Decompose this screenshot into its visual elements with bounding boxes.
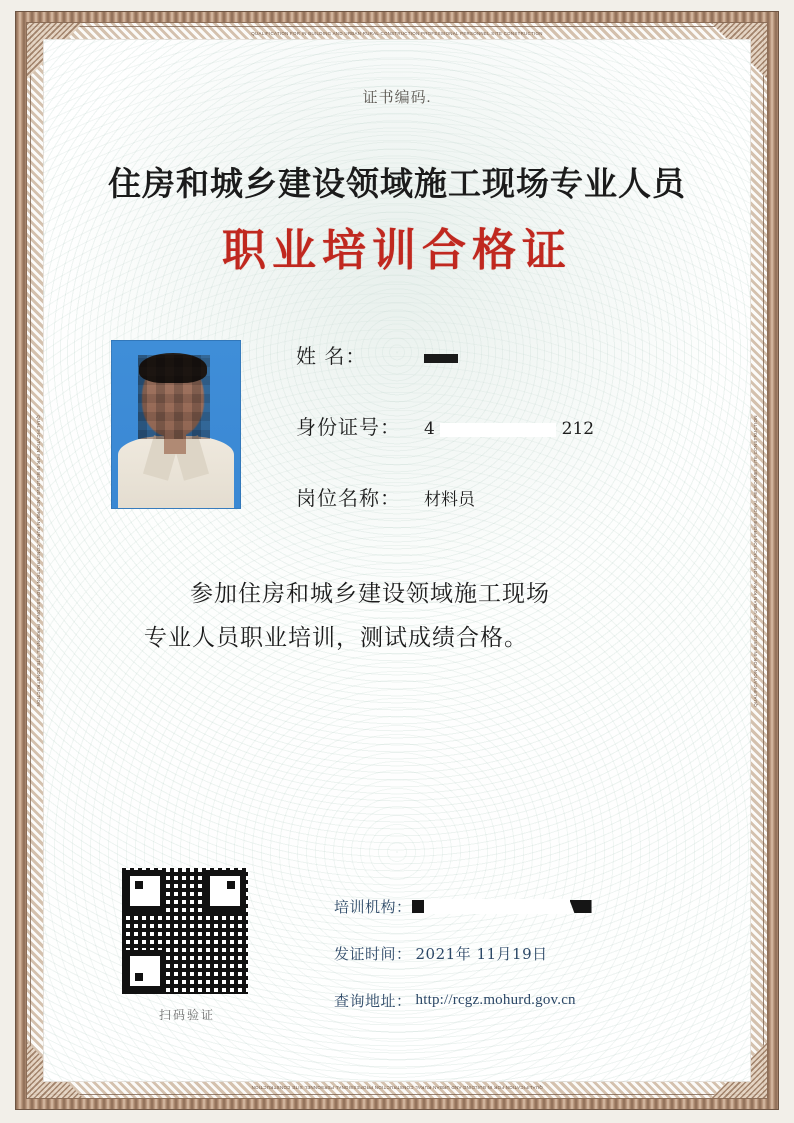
field-row-id-number [296,411,626,440]
id-number-suffix: 212 [561,419,595,439]
microtext-bottom: QUALIFICATION FOR IN BUILDING AND URBAN RURAL CONSTRUCTION PROFESSIONAL PERSONNEL SITE CONSTRUCTION [251,1085,543,1090]
body-text-line1: 参加住房和城乡建设领域施工现场 [190,581,550,607]
footer-label-query-url: 查询地址： [334,992,412,1010]
footer-row-organization [334,896,714,917]
microtext-left-text: QUALIFICATION FOR IN BUILDING AND URBAN RURAL CONSTRUCTION PROFESSIONAL PERSONNEL SITE CONSTRUCTION [36,414,41,707]
qr-code-image[interactable] [122,868,248,994]
field-row-name [296,340,626,369]
photo-face-redaction [138,355,210,439]
microtext-top: QUALIFICATION FOR IN BUILDING AND URBAN RURAL CONSTRUCTION PROFESSIONAL PERSONNEL SITE CONSTRUCTION [251,31,543,36]
field-value-position: 材料员 [424,490,475,510]
name-redaction-bar [424,354,458,363]
certificate-footer [334,896,714,1037]
footer-label-issue-date: 发证时间： [334,945,412,963]
organization-redaction-bar-left [412,900,424,913]
qr-finder-bottom-left [124,950,166,992]
field-value-name [424,348,458,368]
qr-code-caption: 扫码验证 [158,1008,215,1022]
footer-row-query-url [334,990,714,1011]
field-value-id-number [424,419,594,439]
field-label-position: 岗位名称： [296,486,401,510]
certificate-fields [296,340,626,553]
qr-finder-core-top-right [227,881,235,889]
field-label-name: 姓 名： [296,344,367,368]
field-row-position [296,482,626,511]
certificate-title-primary: 住房和城乡建设领域施工现场专业人员 [108,164,686,203]
certificate-body-text [144,572,660,660]
id-number-redaction-bar [440,423,556,437]
qr-finder-core-top-left [135,881,143,889]
applicant-photo [111,340,241,509]
footer-value-query-url[interactable]: http://rcgz.mohurd.gov.cn [415,992,576,1008]
microtext-right [750,27,762,1094]
qr-code-block[interactable] [122,868,252,1023]
body-text-line2: 专业人员职业培训，测试成绩合格。 [144,625,528,651]
footer-label-organization: 培训机构： [334,898,412,916]
footer-row-issue-date [334,943,714,964]
certificate-number-label: 证书编码. [362,90,432,106]
certificate-title-secondary: 职业培训合格证 [222,225,572,276]
footer-value-issue-date: 2021年 11月19日 [415,945,548,963]
organization-redaction-bar-right [570,900,592,913]
certificate-paper [43,39,751,1082]
id-number-prefix: 4 [424,419,435,439]
field-label-id-number: 身份证号： [296,415,401,439]
qr-finder-core-bottom-left [135,973,143,981]
microtext-right-text: QUALIFICATION FOR IN BUILDING AND URBAN RURAL CONSTRUCTION PROFESSIONAL PERSONNEL SITE CONSTRUCTION [753,414,758,707]
organization-redaction-blank [424,899,570,914]
